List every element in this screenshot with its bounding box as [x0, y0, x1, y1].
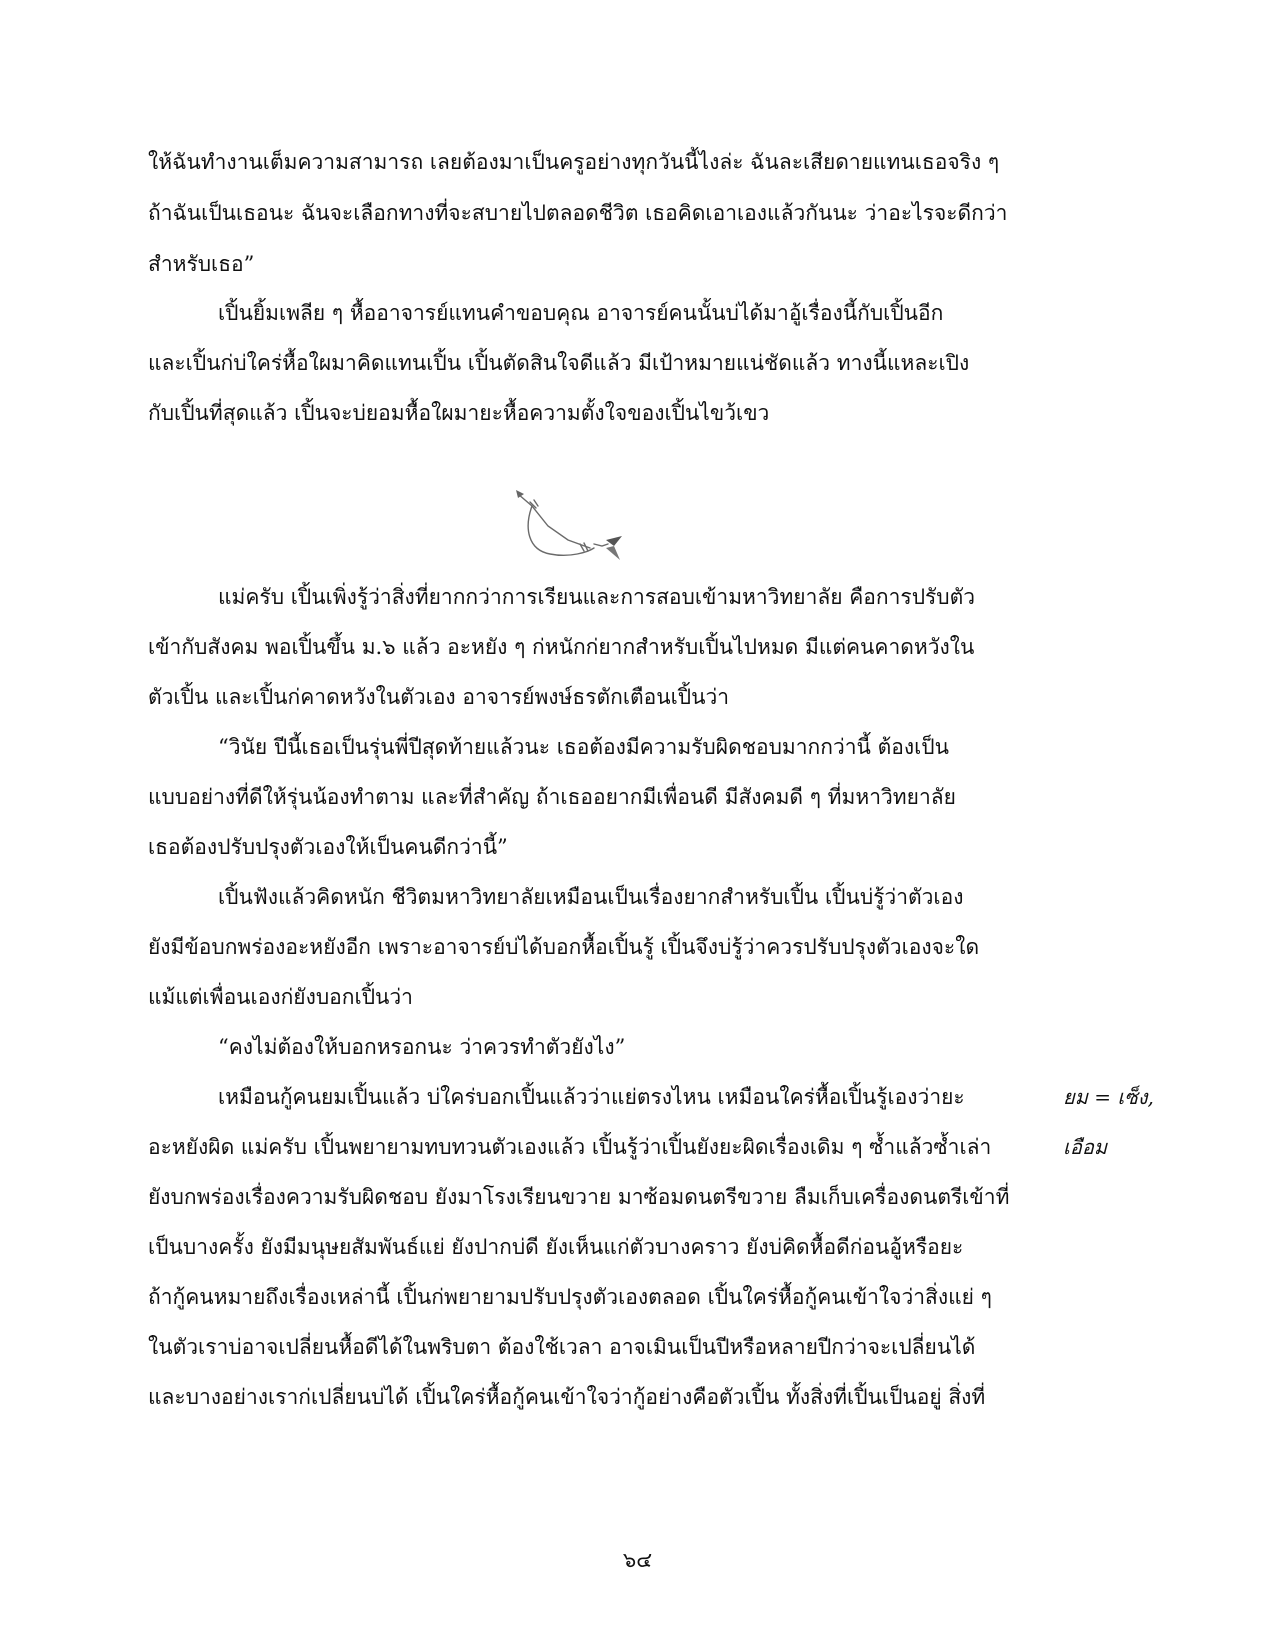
paragraph-first-line: เหมือนกู้คนยมเปิ้นแล้ว บ่ใคร่บอกเปิ้นแล้วว่าแย่ตรงไหน เหมือนใคร่หื้อเปิ้นรู้เองว่ายะ: [218, 1085, 965, 1109]
text-line: สำหรับเธอ”: [148, 252, 255, 276]
margin-note-line: ยม = เซ็ง,: [1063, 1085, 1154, 1109]
text-line: และบางอย่างเราก่เปลี่ยนบ่ได้ เปิ้นใคร่หื้อกู้คนเข้าใจว่ากู้อย่างคือตัวเปิ้น ทั้งสิ่งที่เปิ้นเป็นอยู่ สิ่งที่: [148, 1385, 986, 1409]
text-line: เธอต้องปรับปรุงตัวเองให้เป็นคนดีกว่านี้”: [148, 835, 508, 859]
paragraph-first-line: “วินัย ปีนี้เธอเป็นรุ่นพี่ปีสุดท้ายแล้วนะ เธอต้องมีความรับผิดชอบมากกว่านี้ ต้องเป็น: [218, 735, 949, 759]
page-number: ๖๔: [622, 1548, 653, 1572]
paragraph-first-line: “คงไม่ต้องให้บอกหรอกนะ ว่าควรทำตัวยังไง”: [218, 1035, 626, 1059]
text-line: ให้ฉันทำงานเต็มความสามารถ เลยต้องมาเป็นครูอย่างทุกวันนี้ไงล่ะ ฉันละเสียดายแทนเธอจริง ๆ: [148, 150, 1000, 174]
text-line: เข้ากับสังคม พอเปิ้นขึ้น ม.๖ แล้ว อะหยัง ๆ ก่หนักก่ยากสำหรับเปิ้นไปหมด มีแต่คนคาดหวังใน: [148, 635, 975, 659]
text-line: กับเปิ้นที่สุดแล้ว เปิ้นจะบ่ยอมหื้อใผมายะหื้อความตั้งใจของเปิ้นไขว้เขว: [148, 401, 770, 425]
margin-note-line: เอือม: [1063, 1135, 1108, 1159]
text-line: ตัวเปิ้น และเปิ้นก่คาดหวังในตัวเอง อาจารย์พงษ์ธรตักเตือนเปิ้นว่า: [148, 685, 730, 709]
text-line: ถ้ากู้คนหมายถึงเรื่องเหล่านี้ เปิ้นก่พยายามปรับปรุงตัวเองตลอด เปิ้นใคร่หื้อกู้คนเข้าใจว่าสิ่งแย่ ๆ: [148, 1285, 992, 1309]
paragraph-first-line: เปิ้นยิ้มเพลีย ๆ หื้ออาจารย์แทนคำขอบคุณ อาจารย์คนนั้นบ่ได้มาอู้เรื่องนี้กับเปิ้นอีก: [218, 301, 944, 325]
text-line: และเปิ้นก่บ่ใคร่หื้อใผมาคิดแทนเปิ้น เปิ้นตัดสินใจดีแล้ว มีเป้าหมายแน่ชัดแล้ว ทางนี้แหละเปิง: [148, 351, 970, 375]
paragraph-first-line: เปิ้นฟังแล้วคิดหนัก ชีวิตมหาวิทยาลัยเหมือนเป็นเรื่องยากสำหรับเปิ้น เปิ้นบ่รู้ว่าตัวเอง: [218, 885, 964, 909]
paragraph-first-line: แม่ครับ เปิ้นเพิ่งรู้ว่าสิ่งที่ยากกว่าการเรียนและการสอบเข้ามหาวิทยาลัย คือการปรับตัว: [218, 585, 976, 609]
text-line: ในตัวเราบ่อาจเปลี่ยนหื้อดีได้ในพริบตา ต้องใช้เวลา อาจเมินเป็นปีหรือหลายปีกว่าจะเปลี่ยนได้: [148, 1335, 976, 1359]
text-line: ถ้าฉันเป็นเธอนะ ฉันจะเลือกทางที่จะสบายไปตลอดชีวิต เธอคิดเอาเองแล้วกันนะ ว่าอะไรจะดีกว่า: [148, 201, 1008, 225]
text-line: แม้แต่เพื่อนเองก่ยังบอกเปิ้นว่า: [148, 985, 413, 1009]
text-line: ยังบกพร่องเรื่องความรับผิดชอบ ยังมาโรงเรียนขวาย มาซ้อมดนตรีขวาย ลืมเก็บเครื่องดนตรีเข้าที่: [148, 1185, 1010, 1209]
text-line: เป็นบางครั้ง ยังมีมนุษยสัมพันธ์แย่ ยังปากบ่ดี ยังเห็นแก่ตัวบางคราว ยังบ่คิดหื้อดีก่อนอู้หรือยะ: [148, 1235, 964, 1259]
text-line: ยังมีข้อบกพร่องอะหยังอีก เพราะอาจารย์บ่ได้บอกหื้อเปิ้นรู้ เปิ้นจึงบ่รู้ว่าควรปรับปรุงตัวเองจะใด: [148, 935, 980, 959]
text-line: อะหยังผิด แม่ครับ เปิ้นพยายามทบทวนตัวเองแล้ว เปิ้นรู้ว่าเปิ้นยังยะผิดเรื่องเดิม ๆ ซ้ำแล้วซ้ำเล่า: [148, 1135, 992, 1159]
text-line: แบบอย่างที่ดีให้รุ่นน้องทำตาม และที่สำคัญ ถ้าเธออยากมีเพื่อนดี มีสังคมดี ๆ ที่มหาวิทยาลัย: [148, 785, 956, 809]
tied-arrow-icon: [510, 488, 645, 578]
